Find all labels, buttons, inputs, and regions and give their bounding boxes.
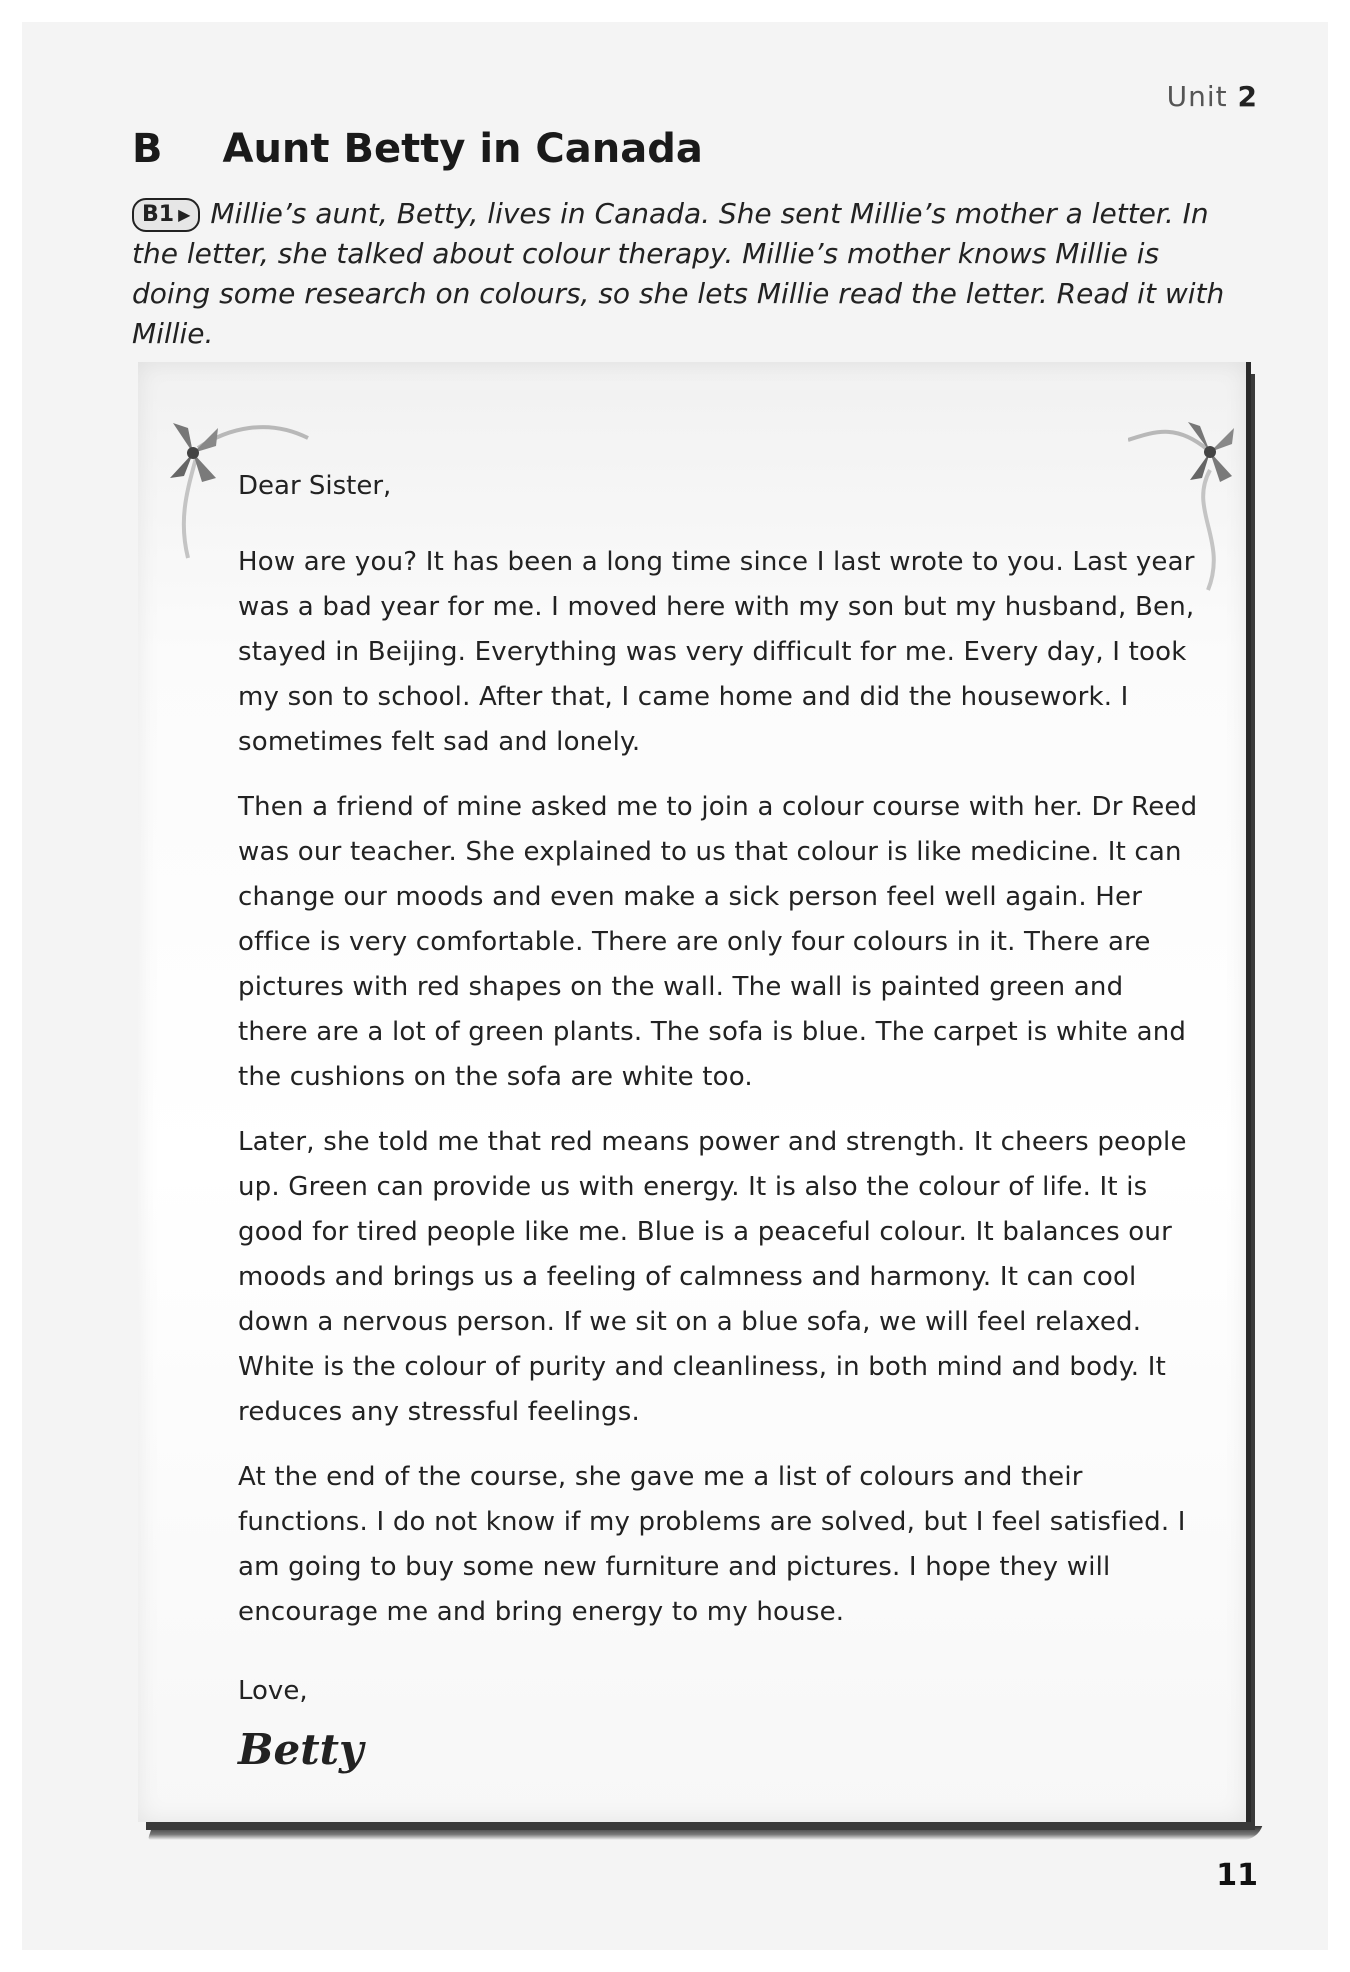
intro-paragraph — [132, 194, 1242, 354]
letter-closing: Love, — [238, 1676, 308, 1706]
letter-greeting: Dear Sister, — [238, 471, 392, 501]
section-letter: B — [132, 126, 163, 172]
letter-body — [238, 466, 1198, 1775]
unit-word: Unit — [1166, 80, 1228, 113]
page-number: 11 — [1216, 1858, 1258, 1893]
play-triangle-icon: ▶ — [178, 205, 191, 224]
section-title: Aunt Betty in Canada — [222, 126, 703, 172]
intro-text: Millie’s aunt, Betty, lives in Canada. She sent Millie’s mother a letter. In the letter, she talked about colour therapy. Millie’s mother knows Millie is doing some research on colours, so she lets Millie read the letter. Read it with Millie. — [132, 197, 1225, 350]
letter-shadow — [148, 1826, 1263, 1840]
letter-paragraph-4: At the end of the course, she gave me a list of colours and their functions. I do not know if my problems are solved, but I feel satisfied. I am going to buy some new furniture and pictures. I hope they will encourage me and bring energy to my house. — [238, 1462, 1186, 1627]
track-label: B1 — [142, 202, 175, 227]
section-heading — [132, 126, 703, 172]
unit-number: 2 — [1237, 80, 1258, 113]
unit-label — [1167, 80, 1258, 113]
letter-signature: Betty — [238, 1725, 364, 1774]
letter-paragraph-3: Later, she told me that red means power and strength. It cheers people up. Green can provide us with energy. It is also the colour of life. It is good for tired people like me. Blue is a peaceful colour. It balances our moods and brings us a feeling of calmness and harmony. It can cool down a nervous person. If we sit on a blue sofa, we will feel relaxed. White is the colour of purity and cleanliness, in both mind and body. It reduces any stressful feelings. — [238, 1127, 1187, 1427]
letter-paragraph-1: How are you? It has been a long time since I last wrote to you. Last year was a bad year for me. I moved here with my son but my husband, Ben, stayed in Beijing. Everything was very difficult for me. Every day, I took my son to school. After that, I came home and did the housework. I sometimes felt sad and lonely. — [238, 547, 1195, 757]
letter-paragraph-2: Then a friend of mine asked me to join a colour course with her. Dr Reed was our teacher. She explained to us that colour is like medicine. It can change our moods and even make a sick person feel well again. Her office is very comfortable. There are only four colours in it. There are pictures with red shapes on the wall. The wall is painted green and there are a lot of green plants. The sofa is blue. The carpet is white and the cushions on the sofa are white too. — [238, 792, 1198, 1092]
audio-track-button[interactable] — [132, 198, 200, 232]
